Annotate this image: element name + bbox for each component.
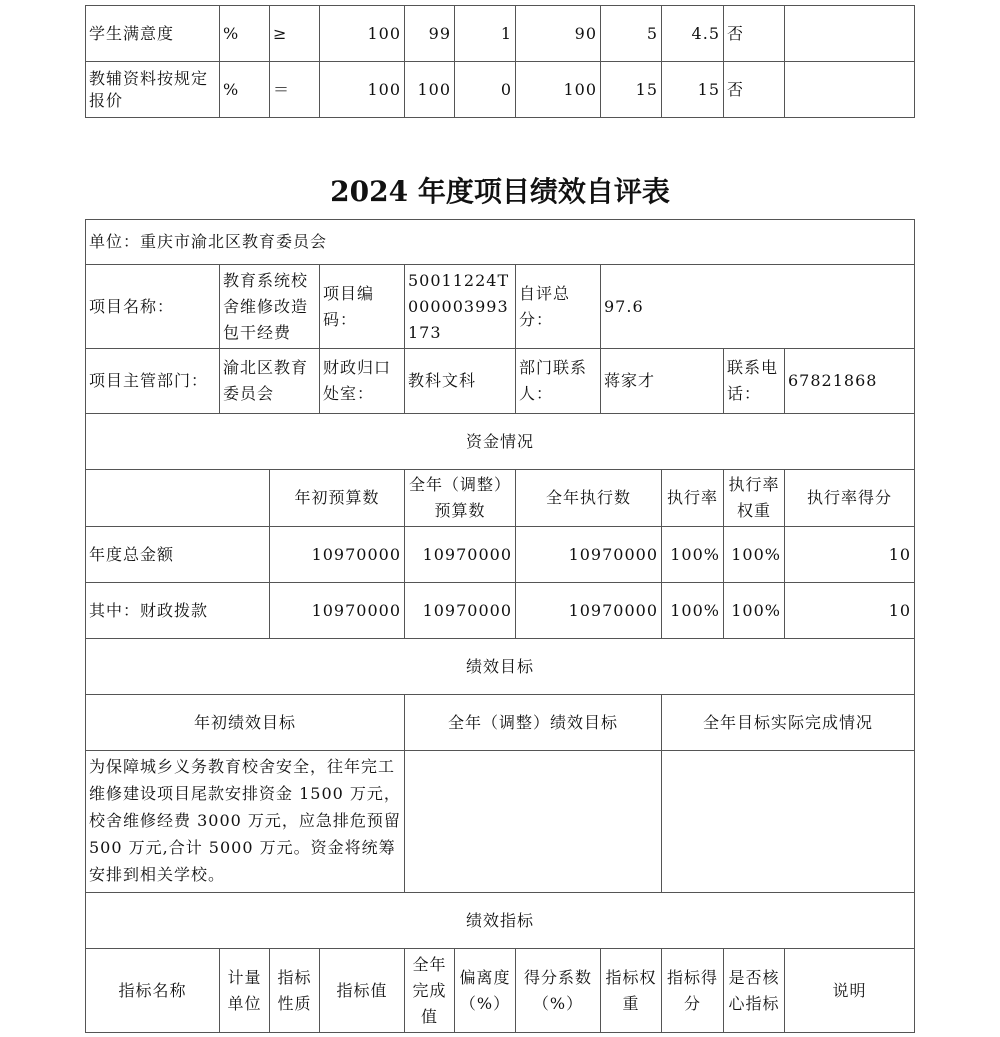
ind-header-weight: 指标权重 — [601, 949, 662, 1033]
funds-row-label: 年度总金额 — [86, 527, 270, 583]
funds-header-score: 执行率得分 — [785, 470, 915, 527]
indicator-coefficient: 100 — [516, 62, 601, 118]
page-title: 2024 年度项目绩效自评表 — [330, 175, 670, 208]
indicators-header-row — [86, 949, 915, 1033]
ind-header-note: 说明 — [785, 949, 915, 1033]
goals-adjusted-text — [405, 751, 662, 893]
indicator-unit: % — [220, 62, 270, 118]
goals-header-row — [86, 695, 915, 751]
ind-header-coefficient: 得分系数（%） — [516, 949, 601, 1033]
goals-header-initial: 年初绩效目标 — [86, 695, 405, 751]
indicator-score: 15 — [662, 62, 724, 118]
funds-score: 10 — [785, 527, 915, 583]
contact-value: 蒋家才 — [601, 349, 724, 414]
funds-header-weight: 执行率权重 — [724, 470, 785, 527]
indicator-score: 4.5 — [662, 6, 724, 62]
goals-content-row — [86, 751, 915, 893]
ind-header-nature: 指标性质 — [270, 949, 320, 1033]
ind-header-value: 指标值 — [320, 949, 405, 1033]
funds-adjusted: 10970000 — [405, 527, 516, 583]
ind-header-score: 指标得分 — [662, 949, 724, 1033]
indicator-note — [785, 62, 915, 118]
contact-label: 部门联系人： — [516, 349, 601, 414]
top-indicator-table — [85, 5, 915, 118]
goals-actual-text — [662, 751, 915, 893]
project-name-value: 教育系统校舍维修改造包干经费 — [220, 265, 320, 349]
project-code-label: 项目编码： — [320, 265, 405, 349]
funds-header-initial: 年初预算数 — [270, 470, 405, 527]
indicator-unit: % — [220, 6, 270, 62]
finance-office-label: 财政归口处室： — [320, 349, 405, 414]
goals-header-adjusted: 全年（调整）绩效目标 — [405, 695, 662, 751]
ind-header-completed: 全年完成值 — [405, 949, 455, 1033]
indicators-section-header: 绩效指标 — [86, 893, 915, 949]
table-row — [86, 583, 915, 639]
funds-executed: 10970000 — [516, 527, 662, 583]
indicator-core: 否 — [724, 62, 785, 118]
indicator-actual: 100 — [405, 62, 455, 118]
funds-executed: 10970000 — [516, 583, 662, 639]
indicator-value: 100 — [320, 6, 405, 62]
self-score-value: 97.6 — [601, 265, 915, 349]
indicator-note — [785, 6, 915, 62]
funds-score: 10 — [785, 583, 915, 639]
indicator-coefficient: 90 — [516, 6, 601, 62]
ind-header-core: 是否核心指标 — [724, 949, 785, 1033]
table-row — [86, 6, 915, 62]
self-score-label: 自评总分： — [516, 265, 601, 349]
ind-header-name: 指标名称 — [86, 949, 220, 1033]
evaluation-table — [85, 219, 915, 1033]
phone-label: 联系电话： — [724, 349, 785, 414]
project-name-label: 项目名称： — [86, 265, 220, 349]
funds-initial: 10970000 — [270, 527, 405, 583]
indicator-name: 学生满意度 — [86, 6, 220, 62]
indicator-name: 教辅资料按规定报价 — [86, 62, 220, 118]
funds-rate: 100% — [662, 527, 724, 583]
indicator-deviation: 0 — [455, 62, 516, 118]
goals-initial-text: 为保障城乡义务教育校舍安全，往年完工维修建设项目尾款安排资金 1500 万元，校舍维修经费 3000 万元，应急排危预留 500 万元,合计 5000 万元。资金将统筹安排到相关学校。 — [86, 751, 405, 893]
indicator-actual: 99 — [405, 6, 455, 62]
ind-header-deviation: 偏离度（%） — [455, 949, 516, 1033]
funds-header-blank — [86, 470, 270, 527]
funds-rate: 100% — [662, 583, 724, 639]
funds-header-row — [86, 470, 915, 527]
funds-initial: 10970000 — [270, 583, 405, 639]
funds-header-adjusted: 全年（调整）预算数 — [405, 470, 516, 527]
indicator-weight: 15 — [601, 62, 662, 118]
project-code-value: 50011224T000003993173 — [405, 265, 516, 349]
dept-label: 项目主管部门： — [86, 349, 220, 414]
indicator-deviation: 1 — [455, 6, 516, 62]
goals-header-actual: 全年目标实际完成情况 — [662, 695, 915, 751]
phone-value: 67821868 — [785, 349, 915, 414]
funds-weight: 100% — [724, 527, 785, 583]
funds-header-rate: 执行率 — [662, 470, 724, 527]
funds-adjusted: 10970000 — [405, 583, 516, 639]
funds-section-header: 资金情况 — [86, 414, 915, 470]
funds-row-label: 其中：财政拨款 — [86, 583, 270, 639]
funds-weight: 100% — [724, 583, 785, 639]
unit-line: 单位：重庆市渝北区教育委员会 — [86, 220, 915, 265]
goals-section-header: 绩效目标 — [86, 639, 915, 695]
funds-header-executed: 全年执行数 — [516, 470, 662, 527]
table-row — [86, 62, 915, 118]
dept-value: 渝北区教育委员会 — [220, 349, 320, 414]
indicator-core: 否 — [724, 6, 785, 62]
finance-office-value: 教科文科 — [405, 349, 516, 414]
indicator-operator: ＝ — [270, 62, 320, 118]
ind-header-unit: 计量单位 — [220, 949, 270, 1033]
indicator-weight: 5 — [601, 6, 662, 62]
indicator-operator: ≥ — [270, 6, 320, 62]
indicator-value: 100 — [320, 62, 405, 118]
table-row — [86, 527, 915, 583]
